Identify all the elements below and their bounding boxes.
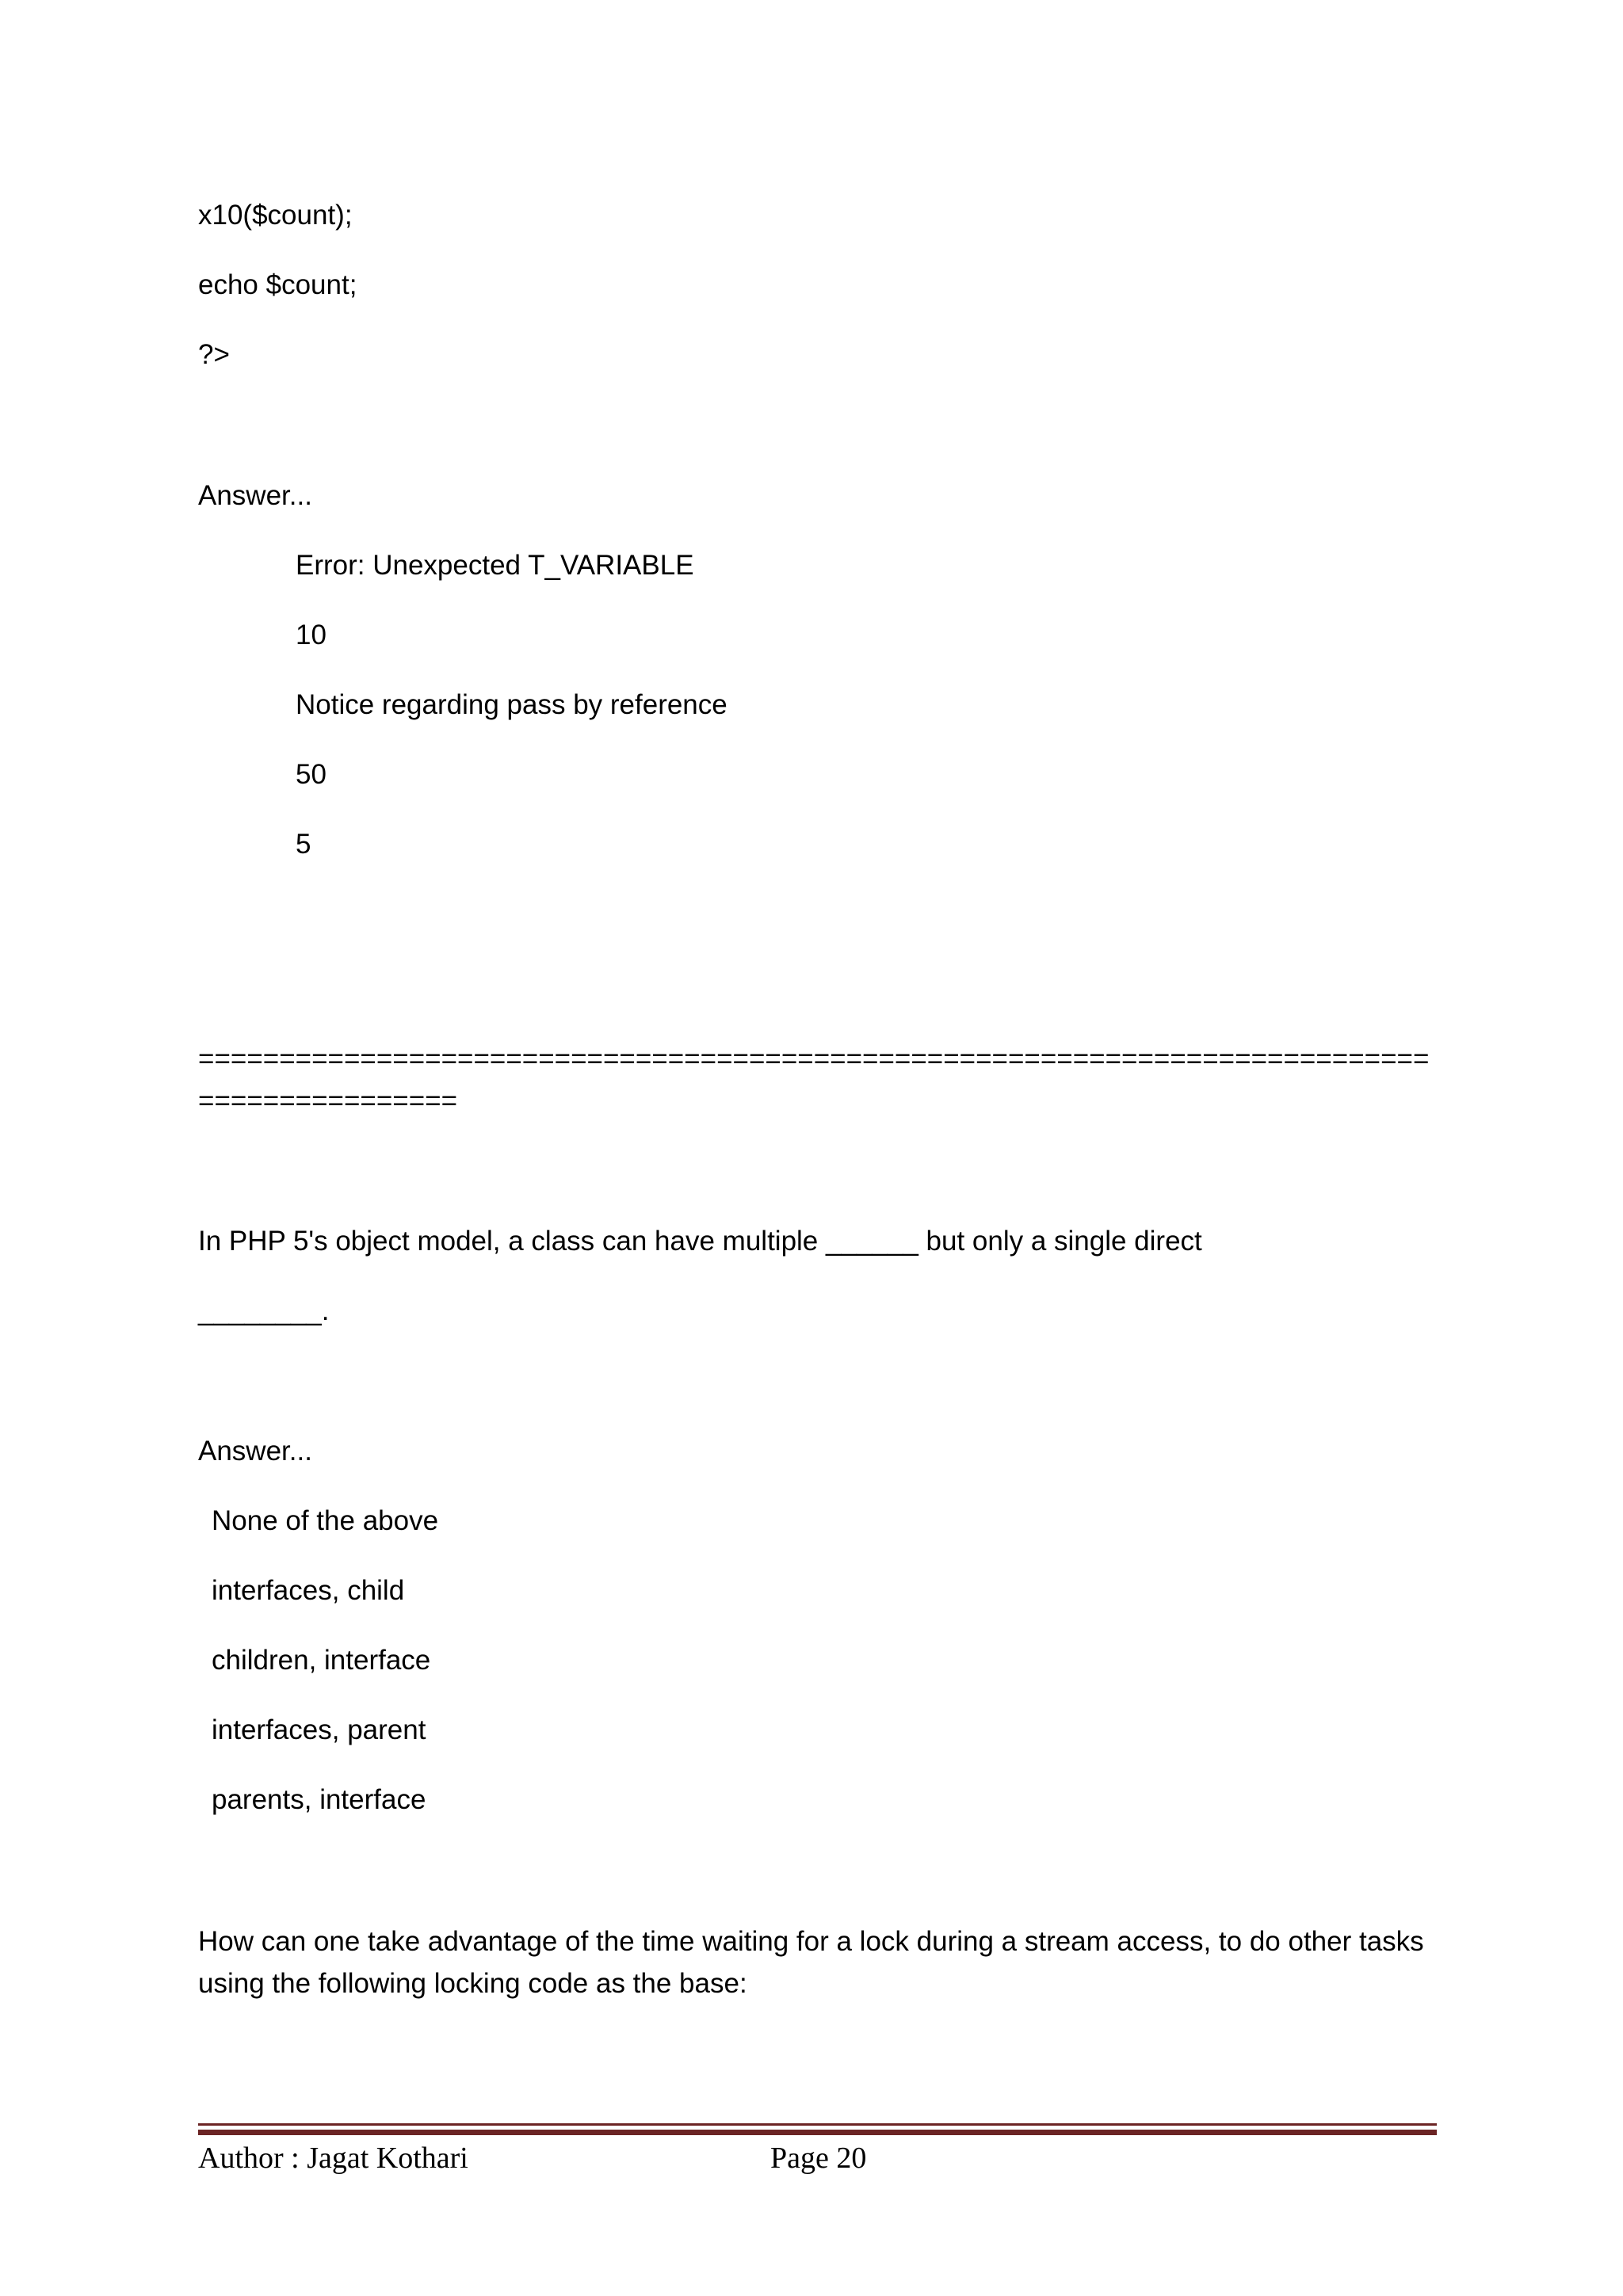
code-line: ?>: [198, 339, 230, 370]
footer-page-number: Page 20: [770, 2142, 867, 2175]
answer-option: children, interface: [212, 1645, 431, 1676]
answer-option: 5: [296, 829, 311, 860]
question-text: ________.: [198, 1295, 330, 1326]
footer-rule: [198, 2123, 1437, 2126]
answer-option: parents, interface: [212, 1784, 426, 1815]
answer-option: Notice regarding pass by reference: [296, 689, 727, 720]
answer-option: 50: [296, 759, 327, 790]
answer-label: Answer...: [198, 480, 312, 511]
question-text: How can one take advantage of the time waiting for a lock during a stream access, to do other tasks using the following locking code as the base:: [198, 1926, 1424, 1999]
footer-author: Author : Jagat Kothari: [198, 2142, 468, 2175]
answer-option: Error: Unexpected T_VARIABLE: [296, 550, 694, 581]
answer-label: Answer...: [198, 1436, 312, 1466]
answer-option: 10: [296, 620, 327, 650]
separator-line: ============================================================================================: [198, 1043, 1430, 1116]
answer-option: None of the above: [212, 1505, 439, 1536]
question-text: In PHP 5's object model, a class can have multiple ______ but only a single direct: [198, 1226, 1202, 1257]
answer-option: interfaces, child: [212, 1575, 405, 1606]
code-line: echo $count;: [198, 269, 357, 300]
footer-rule: [198, 2130, 1437, 2135]
answer-option: interfaces, parent: [212, 1714, 426, 1745]
code-line: x10($count);: [198, 200, 353, 231]
